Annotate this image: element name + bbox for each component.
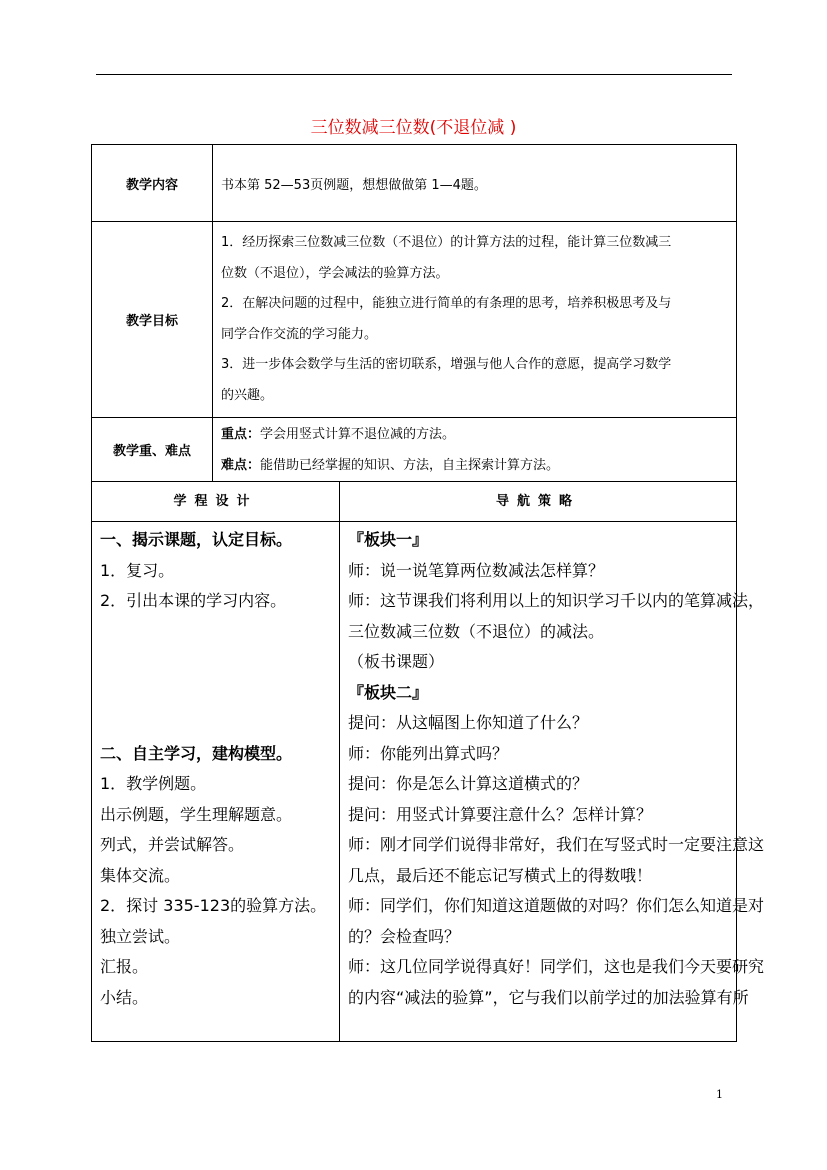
strategy-line: 提问：用竖式计算要注意什么？怎样计算？ — [348, 804, 653, 824]
goals-line: 同学合作交流的学习能力。 — [221, 326, 378, 342]
strategy-line: 提问：从这幅图上你知道了什么？ — [348, 713, 589, 732]
key-point-text: 学会用竖式计算不退位减的方法。 — [260, 427, 456, 442]
goals-line: 1．经历探索三位数减三位数（不退位）的计算方法的过程，能计算三位数减三 — [221, 235, 672, 250]
lesson-plan-table — [91, 144, 765, 1042]
process-line: 二、自主学习，建构模型。 — [100, 743, 293, 763]
process-line: 1．教学例题。 — [100, 774, 207, 793]
process-design-column — [92, 522, 340, 1041]
strategy-line: 师：这节课我们将利用以上的知识学习千以内的笔算减法， — [348, 591, 765, 610]
strategy-line: 师：同学们，你们知道这道题做的对吗？你们怎么知道是对 — [348, 896, 765, 915]
goals-label: 教学目标 — [92, 222, 213, 417]
page-title: 三位数减三位数(不退位减 ) — [310, 118, 517, 138]
process-line: 1．复习。 — [100, 560, 175, 580]
goals-text — [213, 222, 736, 417]
process-line — [100, 647, 339, 678]
strategy-line: 提问：你是怎么计算这道横式的？ — [348, 774, 589, 793]
strategy-line: 师：刚才同学们说得非常好，我们在写竖式时一定要注意这 — [348, 835, 765, 854]
guidance-strategy-header: 导航策略 — [495, 494, 580, 509]
process-line — [100, 708, 339, 739]
strategy-line: 师：说一说笔算两位数减法怎样算？ — [348, 560, 605, 580]
strategy-line: 师：这几位同学说得真好！同学们，这也是我们今天要研究 — [348, 957, 765, 976]
process-line — [100, 678, 339, 709]
header-rule — [96, 74, 732, 75]
difficulty-text: 能借助已经掌握的知识、方法，自主探索计算方法。 — [260, 457, 560, 473]
process-line: 一、揭示课题，认定目标。 — [100, 530, 293, 549]
page-number: 1 — [716, 1088, 723, 1101]
process-header-row — [92, 482, 736, 522]
content-label: 教学内容 — [92, 145, 213, 221]
process-line: 列式，并尝试解答。 — [100, 835, 245, 854]
content-text: 书本第 52—53页例题，想想做做第 1—4题。 — [221, 177, 487, 193]
strategy-line: 几点，最后还不能忘记写横式上的得数哦！ — [348, 865, 653, 885]
process-design-header: 学程设计 — [92, 482, 340, 522]
goals-line: 位数（不退位），学会减法的验算方法。 — [221, 265, 449, 281]
goals-line: 的兴趣。 — [221, 387, 274, 403]
strategy-line: 『板块一』 — [348, 530, 429, 549]
key-points-label: 教学重、难点 — [92, 418, 213, 481]
strategy-line: 的内容“减法的验算”，它与我们以前学过的加法验算有所 — [348, 987, 749, 1007]
goals-line: 3．进一步体会数学与生活的密切联系，增强与他人合作的意愿，提高学习数学 — [221, 357, 672, 372]
strategy-line: 三位数减三位数（不退位）的减法。 — [348, 621, 605, 641]
process-line: 汇报。 — [100, 957, 149, 976]
strategy-line: 的？会检查吗？ — [348, 926, 461, 946]
goals-line: 2．在解决问题的过程中，能独立进行简单的有条理的思考，培养积极思考及与 — [221, 296, 672, 311]
process-line — [100, 617, 339, 648]
key-points-text — [213, 418, 736, 481]
strategy-line: （板书课题） — [348, 652, 445, 671]
process-line: 集体交流。 — [100, 865, 181, 885]
process-line: 出示例题，学生理解题意。 — [100, 804, 293, 824]
process-body-row — [92, 522, 765, 1041]
process-line: 小结。 — [100, 987, 149, 1007]
strategy-line: 师：你能列出算式吗？ — [348, 743, 509, 763]
process-line: 2．探讨 335-123的验算方法。 — [100, 896, 327, 915]
key-points-row — [92, 418, 736, 482]
process-line: 独立尝试。 — [100, 926, 181, 946]
difficulty-label: 难点： — [221, 457, 261, 473]
content-row — [92, 145, 736, 222]
goals-row — [92, 222, 736, 418]
process-line: 2．引出本课的学习内容。 — [100, 591, 287, 610]
guidance-strategy-column — [340, 522, 764, 1041]
strategy-line: 『板块二』 — [348, 682, 429, 702]
key-point-label: 重点： — [221, 427, 261, 442]
